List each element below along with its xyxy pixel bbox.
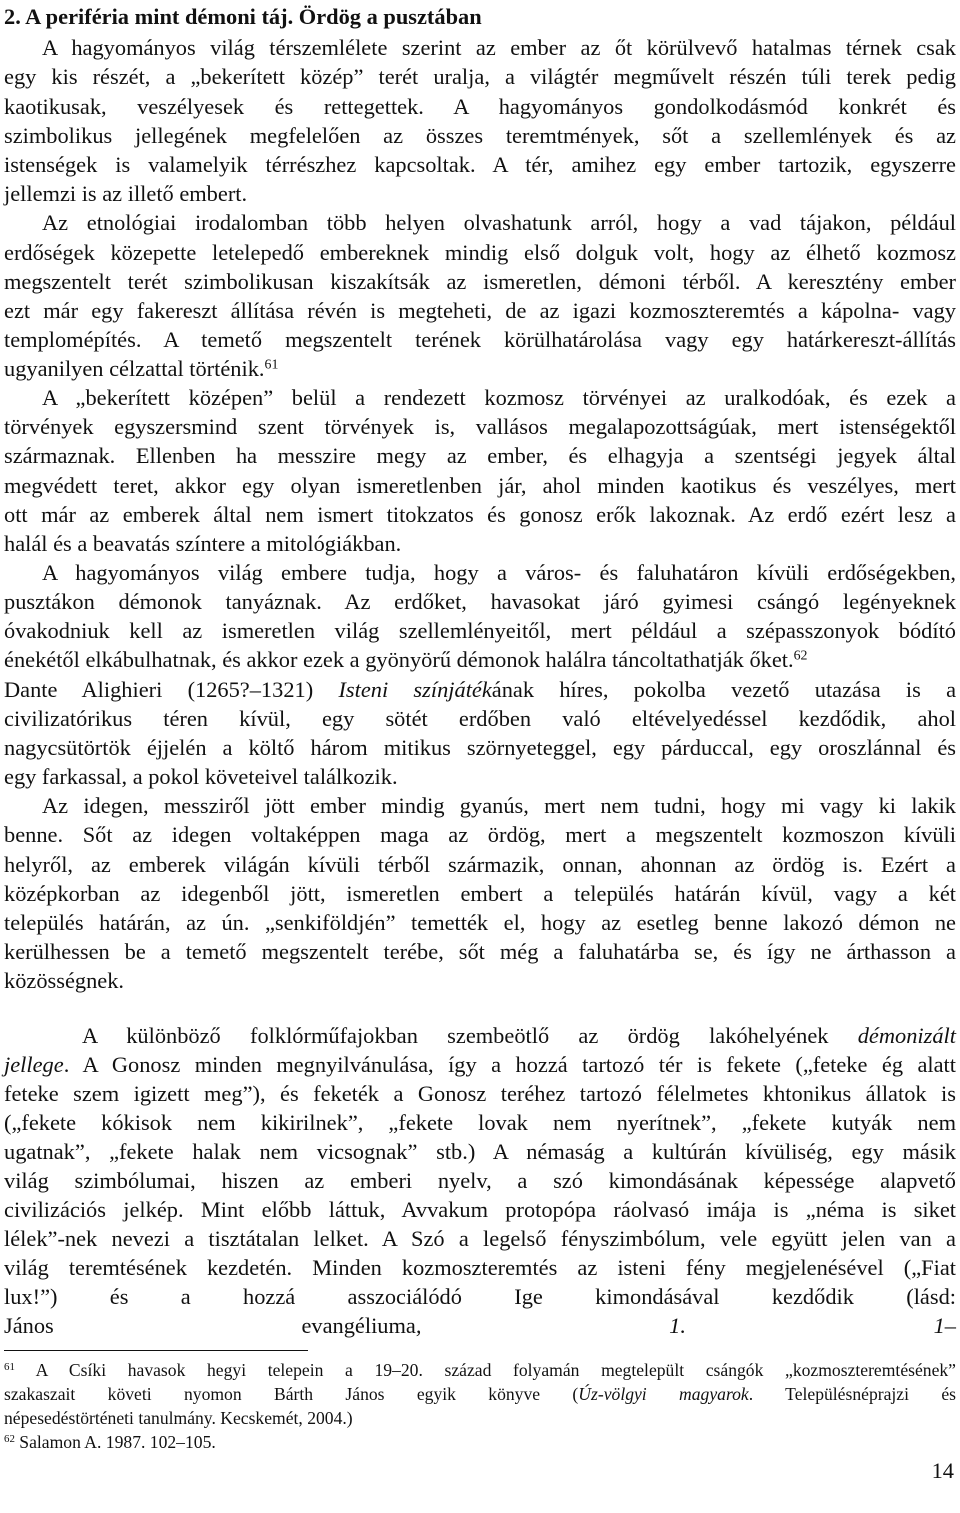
text-line: középkorban az idegenből jött, ismeretlen embert a település határán kívül, vagy a két bbox=[4, 881, 956, 906]
text-line: világ szimbólumai, hiszen az emberi nyelv, a szó kimondásának képessége alapvető bbox=[4, 1168, 956, 1193]
text-line: A „bekerített középen” belül a rendezett kozmosz törvényei az uralkodóak, és ezek a bbox=[42, 385, 956, 410]
text-line: templomépítés. A temető megszentelt terének körülhatárolása vagy egy határkereszt-állítás bbox=[4, 327, 956, 352]
text-line bbox=[4, 1050, 956, 1079]
text-line: egy farkassal, a pokol követeivel találkozik. bbox=[4, 764, 398, 789]
footnote-61 bbox=[4, 1358, 956, 1382]
footnote-separator bbox=[4, 1350, 308, 1351]
emphasis: démonizált bbox=[857, 1023, 956, 1048]
text-line: pusztákon démonok tanyáznak. Az erdőket, havasokat járó gyimesi csángó legényeknek bbox=[4, 589, 956, 614]
text-line: település határán, az ún. „senkiföldjén” temették el, hogy az esetleg benne lakozó démon ne bbox=[4, 910, 956, 935]
text-line: kerülhessen be a temető megszentelt terébe, sőt még a faluhatárba se, és így ne árthasson a bbox=[4, 939, 956, 964]
book-title: Úz-völgyi magyarok bbox=[578, 1384, 749, 1404]
text-line: egy kis részét, a „bekerített közép” terét uralja, a világtér megművelt részén túli terek pedig bbox=[4, 64, 956, 89]
text-line-content: A különböző folklórműfajokban szembeötlő az ördög lakóhelyének bbox=[82, 1023, 858, 1048]
page-number: 14 bbox=[931, 1458, 954, 1483]
text-line: istenségek is valamelyik térrészhez kapcsoltak. A tér, amihez egy ember tartozik, egyszerre bbox=[4, 152, 956, 177]
footnote-ref-62[interactable]: 62 bbox=[793, 648, 808, 664]
text-line-content: ugyanilyen célzattal történik. bbox=[4, 356, 265, 381]
text-line: nagycsütörtök éjjelén a költő három mitikus szörnyeteggel, egy párduccal, egy oroszlánnal és bbox=[4, 735, 956, 760]
text-line: lélek”-nek nevezi a tisztátalan lelket. A Szó a legelső fényszimbólum, vele együtt jelen van a bbox=[4, 1226, 956, 1251]
footnote-ref-61[interactable]: 61 bbox=[264, 357, 279, 373]
text-line bbox=[4, 1311, 956, 1340]
text-line: feteke szem igizett meg”), és feketék a Gonosz teréhez tartozó félelmetes khtonikus állatok is bbox=[4, 1081, 956, 1106]
footnote-text: Salamon A. 1987. 102–105. bbox=[14, 1432, 216, 1452]
work-title: Isteni színjáték bbox=[338, 677, 492, 702]
text-line: ott már az emberek által nem ismert titokzatos és gonosz erők lakoznak. Az erdő ezért lesz a bbox=[4, 502, 956, 527]
text-line: megszentelt terét szimbolikusan kiszakítsák az ismeretlen, démoni térből. A keresztény ember bbox=[4, 269, 956, 294]
footnote-number: 62 bbox=[4, 1433, 15, 1445]
work-title: , 1. 1– bbox=[415, 1313, 956, 1338]
emphasis: jellege bbox=[4, 1052, 64, 1077]
text-line: A hagyományos világ embere tudja, hogy a város- és faluhatáron kívüli erdőségekben, bbox=[42, 560, 956, 585]
text-line: szimbolikus jellegének megfelelően az összes teremtmények, sőt a szellemlények és az bbox=[4, 123, 956, 148]
footnote-62 bbox=[4, 1430, 956, 1454]
text-line: helyről, az emberek világán kívüli térből származik, onnan, ahonnan az ördög is. Ezért a bbox=[4, 852, 956, 877]
text-line: ugatnak”, „fekete halak nem vicsognak” stb.) A némaság a kultúrán kívüliség, egy másik bbox=[4, 1139, 956, 1164]
text-line: törvények egyszersmind szent törvények is, vallásos megalapozottságúak, mert istenségektől bbox=[4, 414, 956, 439]
text-line: lux!”) és a hozzá asszociálódó Ige kimondásával kezdődik (lásd: bbox=[4, 1284, 956, 1309]
text-line: származnak. Ellenben ha messzire megy az ember, és elhagyja a szentségi jegyek által bbox=[4, 443, 956, 468]
footnote-text: szakaszait követi nyomon Bárth János egyik könyve ( bbox=[4, 1384, 579, 1404]
text-line bbox=[4, 354, 956, 383]
text-line: kaotikusak, veszélyesek és rettegettek. A hagyományos gondolkodásmód konkrét és bbox=[4, 94, 956, 119]
text-line: óvakodniuk kell az ismeretlen világ szellemlényeitől, mert például a szépasszonyok bódító bbox=[4, 618, 956, 643]
text-line-content: János evangéliuma bbox=[4, 1313, 416, 1338]
text-line: Az idegen, messziről jött ember mindig gyanús, mert nem tudni, hogy mi vagy ki lakik bbox=[42, 793, 956, 818]
footnote-text: A Csíki havasok hegyi telepein a 19–20. század folyamán megtelepült csángók „kozmoszteremtésének” bbox=[14, 1360, 956, 1380]
text-line: civilizatórikus téren kívül, egy sötét erdőben való eltévelyedéssel kezdődik, ahol bbox=[4, 706, 956, 731]
text-line-content: Dante Alighieri (1265?–1321) bbox=[4, 677, 339, 702]
text-line bbox=[4, 645, 956, 674]
section-heading: 2. A periféria mint démoni táj. Ördög a pusztában bbox=[4, 4, 482, 29]
text-line-content: . A Gonosz minden megnyilvánulása, így a hozzá tartozó tér is fekete („feteke ég alatt bbox=[63, 1052, 956, 1077]
text-line: benne. Sőt az idegen voltaképpen maga az ördög, mert a megszentelt kozmoszon kívüli bbox=[4, 822, 956, 847]
footnote-text: . Településnéprajzi és bbox=[748, 1384, 956, 1404]
text-line: halál és a beavatás színtere a mitológiákban. bbox=[4, 531, 402, 556]
footnote-line: népesedéstörténeti tanulmány. Kecskemét, 2004.) bbox=[4, 1408, 353, 1428]
text-line bbox=[82, 1021, 956, 1050]
text-line: A hagyományos világ térszemlélete szerint az ember az őt körülvevő hatalmas térnek csak bbox=[42, 35, 956, 60]
text-line-content: énekétől elkábulhatnak, és akkor ezek a gyönyörű démonok halálra táncoltathatják őket. bbox=[4, 647, 794, 672]
text-line: közösségnek. bbox=[4, 968, 125, 993]
text-line: világ teremtésének kezdetén. Minden kozmoszteremtés az isteni fény megjelenésével („Fiat bbox=[4, 1255, 956, 1280]
text-line: Az etnológiai irodalomban több helyen olvashatunk arról, hogy a vad tájakon, például bbox=[42, 210, 956, 235]
text-line bbox=[4, 675, 956, 704]
text-line: jellemzi is az illető embert. bbox=[4, 181, 248, 206]
text-line-content: ának híres, pokolba vezető utazása is a bbox=[491, 677, 957, 702]
text-line: („fekete kókisok nem kikirilnek”, „fekete lovak nem nyerítnek”, „fekete kutyák nem bbox=[4, 1110, 956, 1135]
text-line: erdőségek közepette letelepedő embereknek mindig első dolguk volt, hogy az élhető kozmosz bbox=[4, 240, 956, 265]
text-line: civilizációs jelkép. Mint előbb láttuk, Avvakum protopópa ráolvasó imája is „néma is siket bbox=[4, 1197, 956, 1222]
text-line: megvédett teret, akkor egy olyan ismeretlenben jár, ahol minden kaotikus és veszélyes, mert bbox=[4, 473, 956, 498]
footnote-line bbox=[4, 1382, 956, 1406]
text-line: ezt már egy fakereszt állítása révén is megteheti, de az igazi kozmoszteremtés a kápolna- vagy bbox=[4, 298, 956, 323]
footnote-number: 61 bbox=[4, 1361, 15, 1373]
